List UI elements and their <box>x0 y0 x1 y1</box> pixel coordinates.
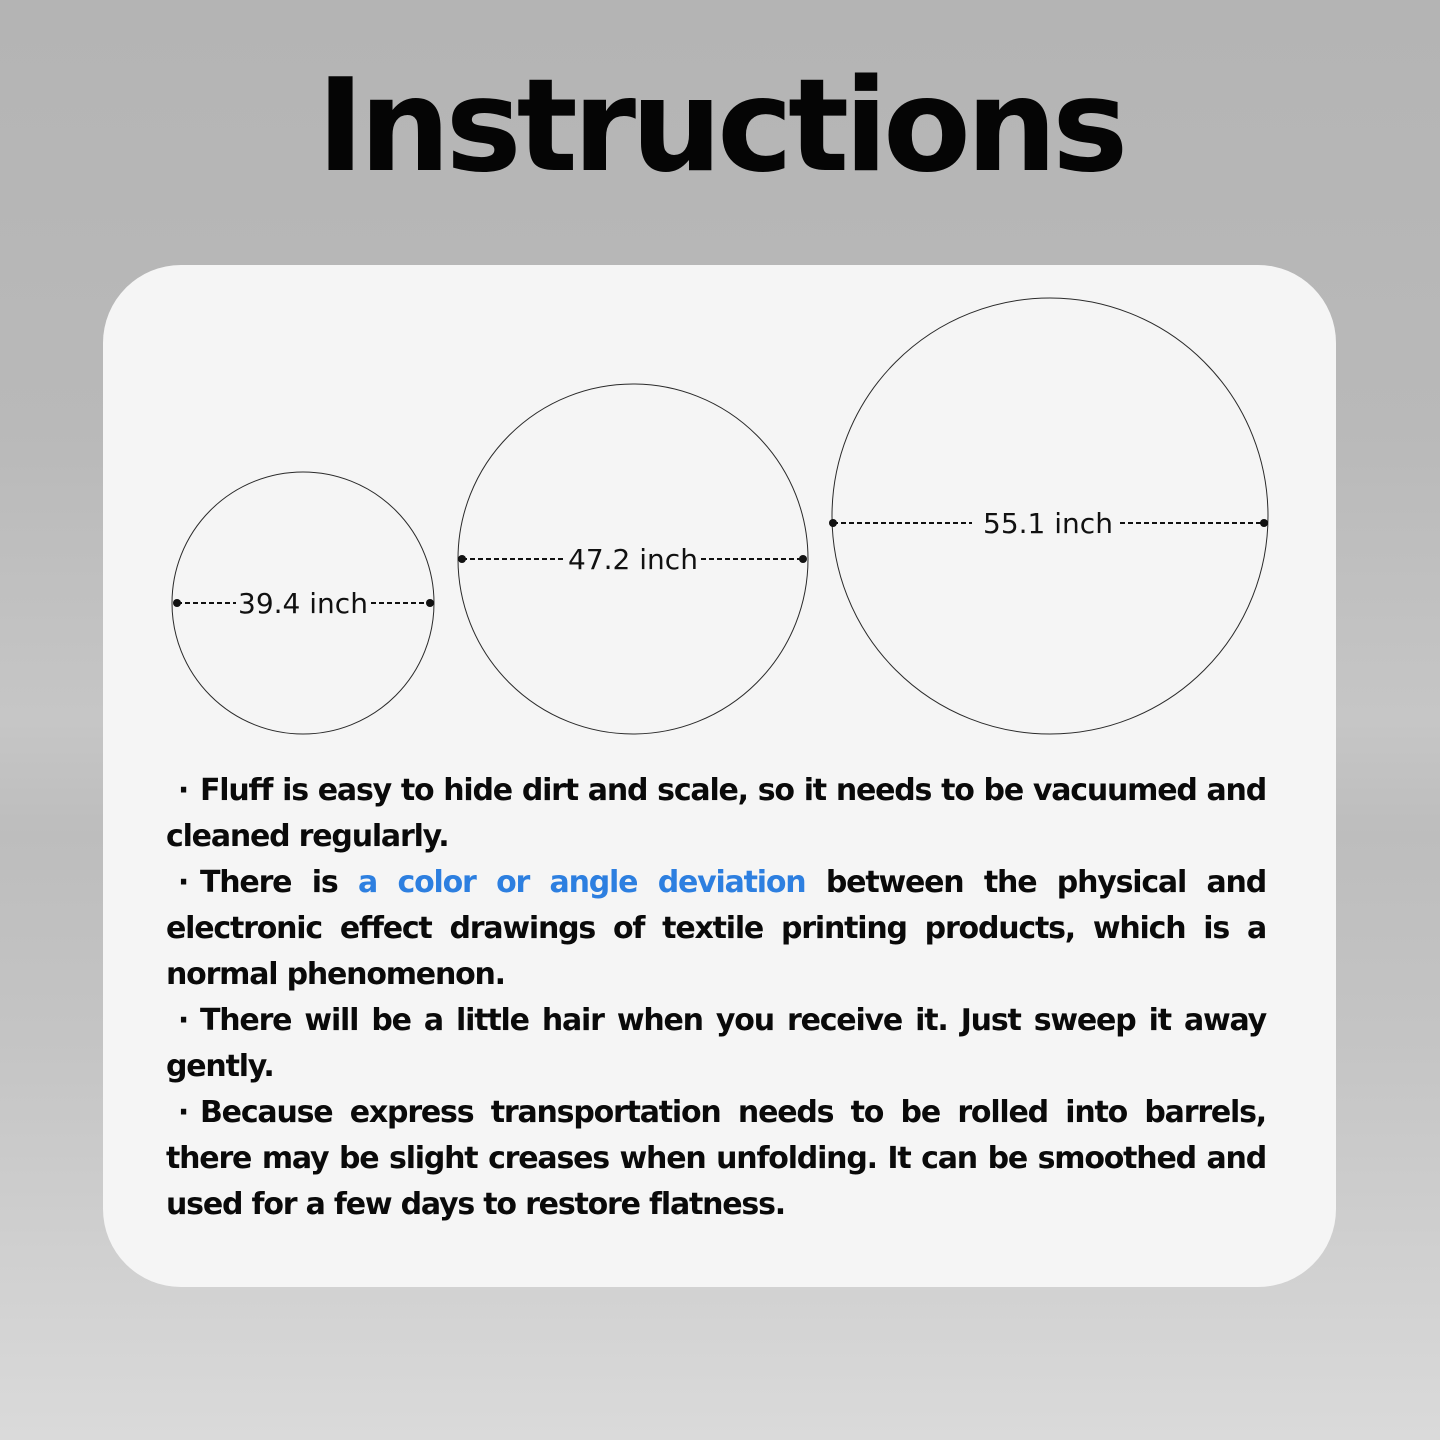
dimension-endpoint-left-small <box>173 599 181 607</box>
bullet-dot-icon: · <box>177 1095 189 1130</box>
dimension-endpoint-right-small <box>426 599 434 607</box>
dimension-endpoint-left-large <box>829 519 837 527</box>
note-text: Fluff is easy to hide dirt and scale, so it needs to be vacuumed and cleaned regularly. <box>166 773 1266 854</box>
dimension-endpoint-right-medium <box>799 555 807 563</box>
note-item <box>166 768 1266 860</box>
size-label-small: 39.4 inch <box>238 587 368 620</box>
note-highlight: a color or angle deviation <box>358 865 806 900</box>
dimension-endpoint-right-large <box>1260 519 1268 527</box>
size-circle-large <box>829 298 1268 734</box>
note-text-before: There is <box>200 865 358 900</box>
note-item <box>166 998 1266 1090</box>
size-label-medium: 47.2 inch <box>568 543 698 576</box>
dimension-endpoint-left-medium <box>458 555 466 563</box>
page-title: Instructions <box>316 52 1124 201</box>
bullet-dot-icon: · <box>177 865 189 900</box>
note-text-after: between the physical and electronic effect drawings of textile printing products, which is a normal phenomenon. <box>166 865 1266 992</box>
note-item <box>166 860 1266 998</box>
size-label-large: 55.1 inch <box>983 507 1113 540</box>
note-text: There will be a little hair when you receive it. Just sweep it away gently. <box>166 1003 1266 1084</box>
note-text: Because express transportation needs to be rolled into barrels, there may be slight creases when unfolding. It can be smoothed and used for a few days to restore flatness. <box>166 1095 1266 1222</box>
care-notes-list <box>166 768 1266 1228</box>
note-item <box>166 1090 1266 1228</box>
bullet-dot-icon: · <box>177 1003 189 1038</box>
bullet-dot-icon: · <box>177 773 189 808</box>
size-circle-small <box>172 472 434 734</box>
size-circle-medium <box>458 384 808 734</box>
